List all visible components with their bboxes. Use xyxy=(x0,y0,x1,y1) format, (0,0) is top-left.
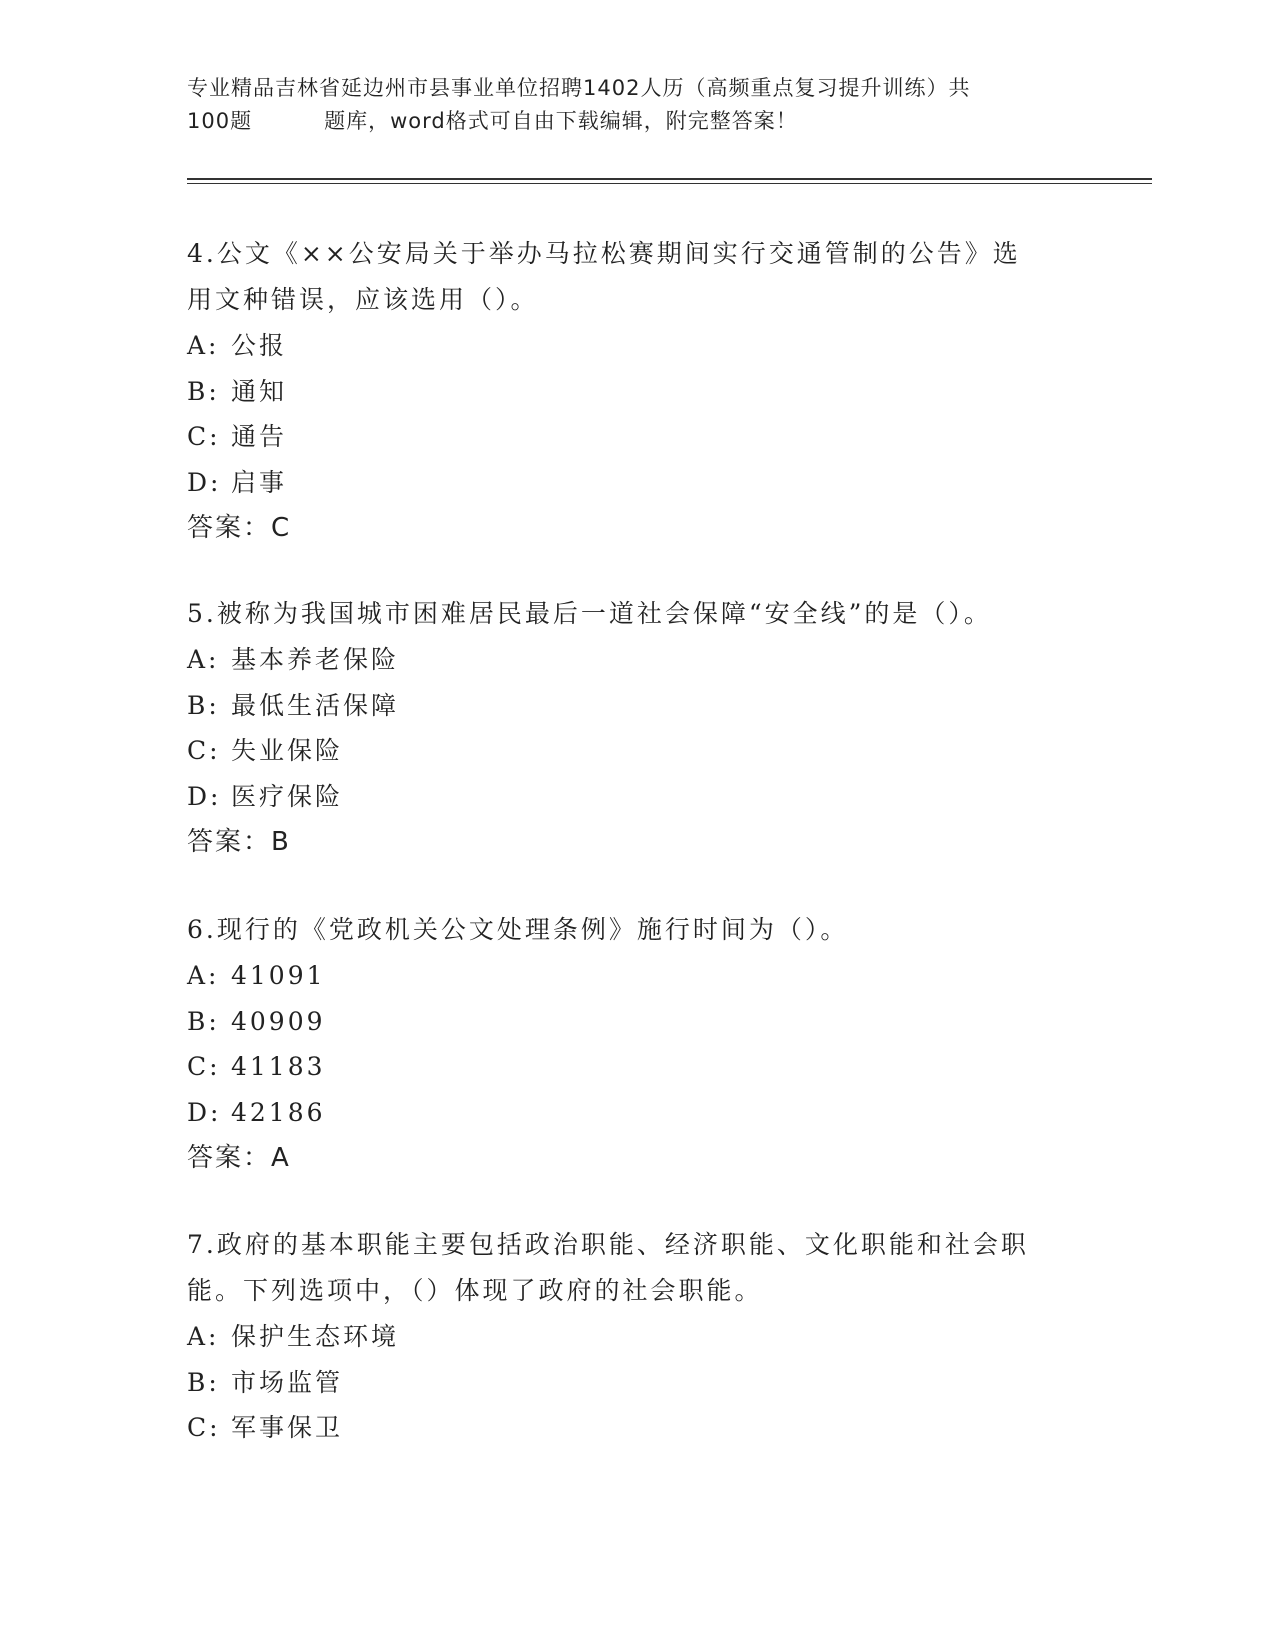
option-text: 失业保险 xyxy=(231,736,344,765)
option-c xyxy=(187,414,1067,460)
option-text: 42186 xyxy=(231,1097,326,1127)
option-key: D: xyxy=(187,467,222,497)
option-key: C: xyxy=(187,1052,221,1081)
option-key: A: xyxy=(187,1322,220,1351)
option-b xyxy=(187,999,1067,1045)
option-text: 最低生活保障 xyxy=(231,690,400,720)
option-text: 公报 xyxy=(231,331,288,360)
option-b xyxy=(187,369,1067,415)
option-text: 41091 xyxy=(231,961,326,990)
option-key: D: xyxy=(187,1097,222,1127)
option-text: 41183 xyxy=(231,1052,326,1081)
question-stem-line: 能。下列选项中，（）体现了政府的社会职能。 xyxy=(187,1276,763,1305)
option-key: B: xyxy=(187,690,220,720)
option-a xyxy=(187,1314,1067,1360)
option-c xyxy=(187,728,1067,774)
answer-line: 答案：B xyxy=(187,827,291,857)
answer-line: 答案：C xyxy=(187,513,292,543)
option-text: 通告 xyxy=(231,422,288,451)
option-key: C: xyxy=(187,736,221,765)
option-key: C: xyxy=(187,422,221,451)
option-b xyxy=(187,683,1067,729)
header-title-line2 xyxy=(187,105,1067,138)
option-key: B: xyxy=(187,1367,220,1397)
question-6 xyxy=(187,907,1067,1181)
header-title-line1: 专业精品吉林省延边州市县事业单位招聘1402人历（高频重点复习提升训练）共 xyxy=(187,76,971,100)
question-7 xyxy=(187,1222,1067,1451)
option-text: 启事 xyxy=(231,467,288,497)
header-divider-thin xyxy=(187,183,1152,184)
option-c xyxy=(187,1044,1067,1090)
document-header xyxy=(187,72,1067,138)
option-key: A: xyxy=(187,331,220,360)
question-stem-line: 用文种错误，应该选用（）。 xyxy=(187,285,539,314)
option-a xyxy=(187,637,1067,683)
option-text: 40909 xyxy=(231,1006,326,1036)
answer-line: 答案：A xyxy=(187,1143,291,1173)
header-divider-thick xyxy=(187,178,1152,180)
question-stem-line: 6.现行的《党政机关公文处理条例》施行时间为（）。 xyxy=(187,915,849,944)
option-text: 市场监管 xyxy=(231,1367,344,1397)
option-key: B: xyxy=(187,1006,220,1036)
option-key: A: xyxy=(187,645,220,674)
question-4 xyxy=(187,231,1067,551)
option-d xyxy=(187,1090,1067,1136)
question-stem-line: 4.公文《××公安局关于举办马拉松赛期间实行交通管制的公告》选 xyxy=(187,239,1021,268)
option-b xyxy=(187,1360,1067,1406)
option-a xyxy=(187,953,1067,999)
header-description: 题库，word格式可自由下载编辑，附完整答案！ xyxy=(324,109,798,133)
option-text: 保护生态环境 xyxy=(231,1322,400,1351)
question-5 xyxy=(187,591,1067,865)
option-d xyxy=(187,460,1067,506)
option-key: A: xyxy=(187,961,220,990)
option-a xyxy=(187,323,1067,369)
option-c xyxy=(187,1405,1067,1451)
option-key: D: xyxy=(187,781,222,811)
option-text: 基本养老保险 xyxy=(231,645,400,674)
header-question-count: 100题 xyxy=(187,109,253,133)
option-key: B: xyxy=(187,376,220,406)
option-d xyxy=(187,774,1067,820)
option-text: 医疗保险 xyxy=(231,781,344,811)
question-stem-line: 5.被称为我国城市困难居民最后一道社会保障“安全线”的是（）。 xyxy=(187,599,992,628)
option-text: 通知 xyxy=(231,376,288,406)
question-stem-line: 7.政府的基本职能主要包括政治职能、经济职能、文化职能和社会职 xyxy=(187,1230,1029,1259)
option-text: 军事保卫 xyxy=(231,1413,344,1442)
option-key: C: xyxy=(187,1413,221,1442)
